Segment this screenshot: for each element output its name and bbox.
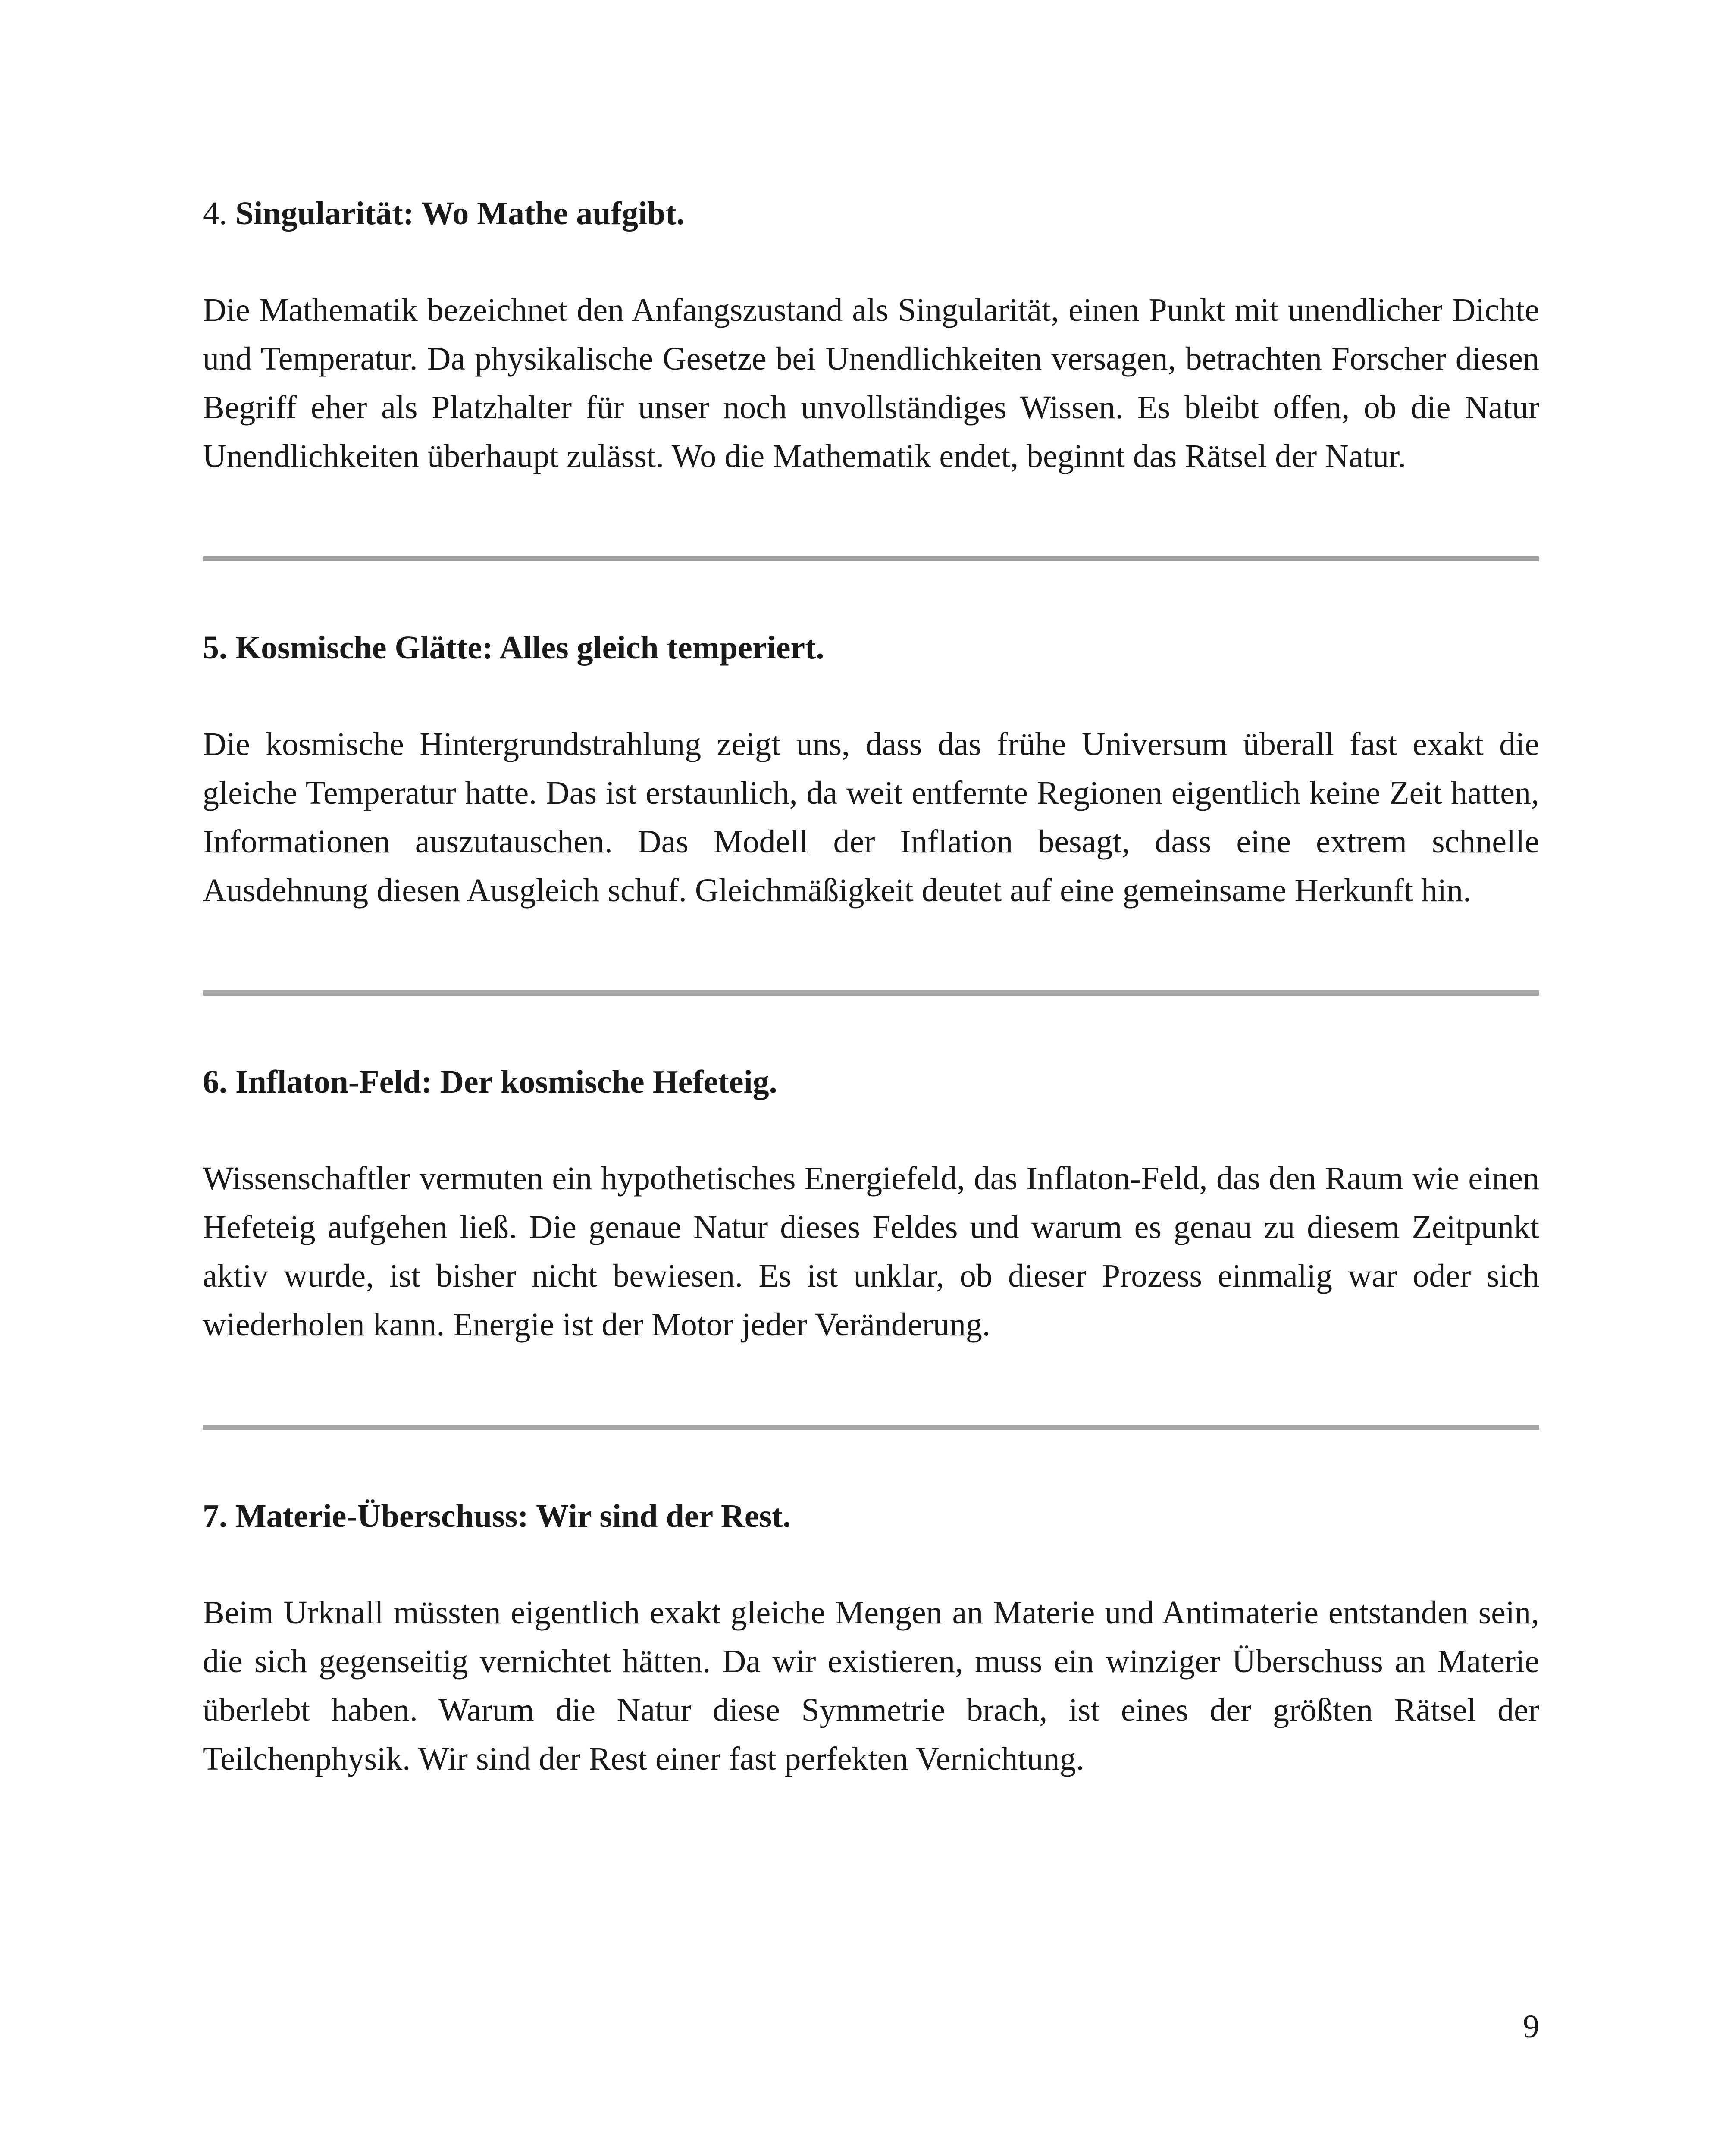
- section-number: 7.: [203, 1498, 227, 1534]
- section-inflaton-field: [203, 1060, 1539, 1349]
- section-number: 5.: [203, 630, 227, 666]
- section-title: Inflaton-Feld: Der kosmische Hefeteig.: [235, 1064, 777, 1100]
- section-heading: [203, 626, 1539, 669]
- section-divider: [203, 990, 1539, 996]
- section-body: Die kosmische Hintergrundstrahlung zeigt uns, dass das frühe Universum überall fast exakt die gleiche Temperatur hatte. Das ist erstaunlich, da weit entfernte Regionen eigentlich keine Zeit hatten, Informationen auszutauschen. Das Modell der Inflation besagt, dass eine extrem schnelle Ausdehnung diesen Ausgleich schuf. Gleichmäßigkeit deutet auf eine gemeinsame Herkunft hin.: [203, 726, 1539, 909]
- page-number: 9: [1523, 2009, 1539, 2045]
- section-number: 4.: [203, 195, 227, 232]
- section-body: Wissenschaftler vermuten ein hypothetisches Energiefeld, das Inflaton-Feld, das den Raum wie einen Hefeteig aufgehen ließ. Die genaue Natur dieses Feldes und warum es genau zu diesem Zeitpunkt aktiv wurde, ist bisher nicht bewiesen. Es ist unklar, ob dieser Prozess einmalig war oder sich wiederholen kann. Energie ist der Motor jeder Veränderung.: [203, 1160, 1539, 1343]
- section-matter-surplus: [203, 1495, 1539, 1783]
- section-heading: [203, 1060, 1539, 1103]
- section-heading: [203, 192, 1539, 235]
- section-body: Beim Urknall müssten eigentlich exakt gleiche Mengen an Materie und Antimaterie entstanden sein, die sich gegenseitig vernichtet hätten. Da wir existieren, muss ein winziger Überschuss an Materie überlebt haben. Warum die Natur diese Symmetrie brach, ist eines der größten Rätsel der Teilchenphysik. Wir sind der Rest einer fast perfekten Vernichtung.: [203, 1595, 1539, 1777]
- section-divider: [203, 556, 1539, 561]
- section-heading: [203, 1495, 1539, 1538]
- page-content: [203, 192, 1539, 1783]
- section-number: 6.: [203, 1064, 227, 1100]
- section-title: Materie-Überschuss: Wir sind der Rest.: [235, 1498, 791, 1534]
- section-body: Die Mathematik bezeichnet den Anfangszustand als Singularität, einen Punkt mit unendlicher Dichte und Temperatur. Da physikalische Gesetze bei Unendlichkeiten versagen, betrachten Forscher diesen Begriff eher als Platzhalter für unser noch unvollständiges Wissen. Es bleibt offen, ob die Natur Unendlichkeiten überhaupt zulässt. Wo die Mathematik endet, beginnt das Rätsel der Natur.: [203, 292, 1539, 474]
- section-singularity: [203, 192, 1539, 481]
- section-title: Singularität: Wo Mathe aufgibt.: [235, 195, 685, 232]
- section-title: Kosmische Glätte: Alles gleich temperiert.: [235, 630, 824, 666]
- section-divider: [203, 1425, 1539, 1430]
- section-cosmic-smoothness: [203, 626, 1539, 915]
